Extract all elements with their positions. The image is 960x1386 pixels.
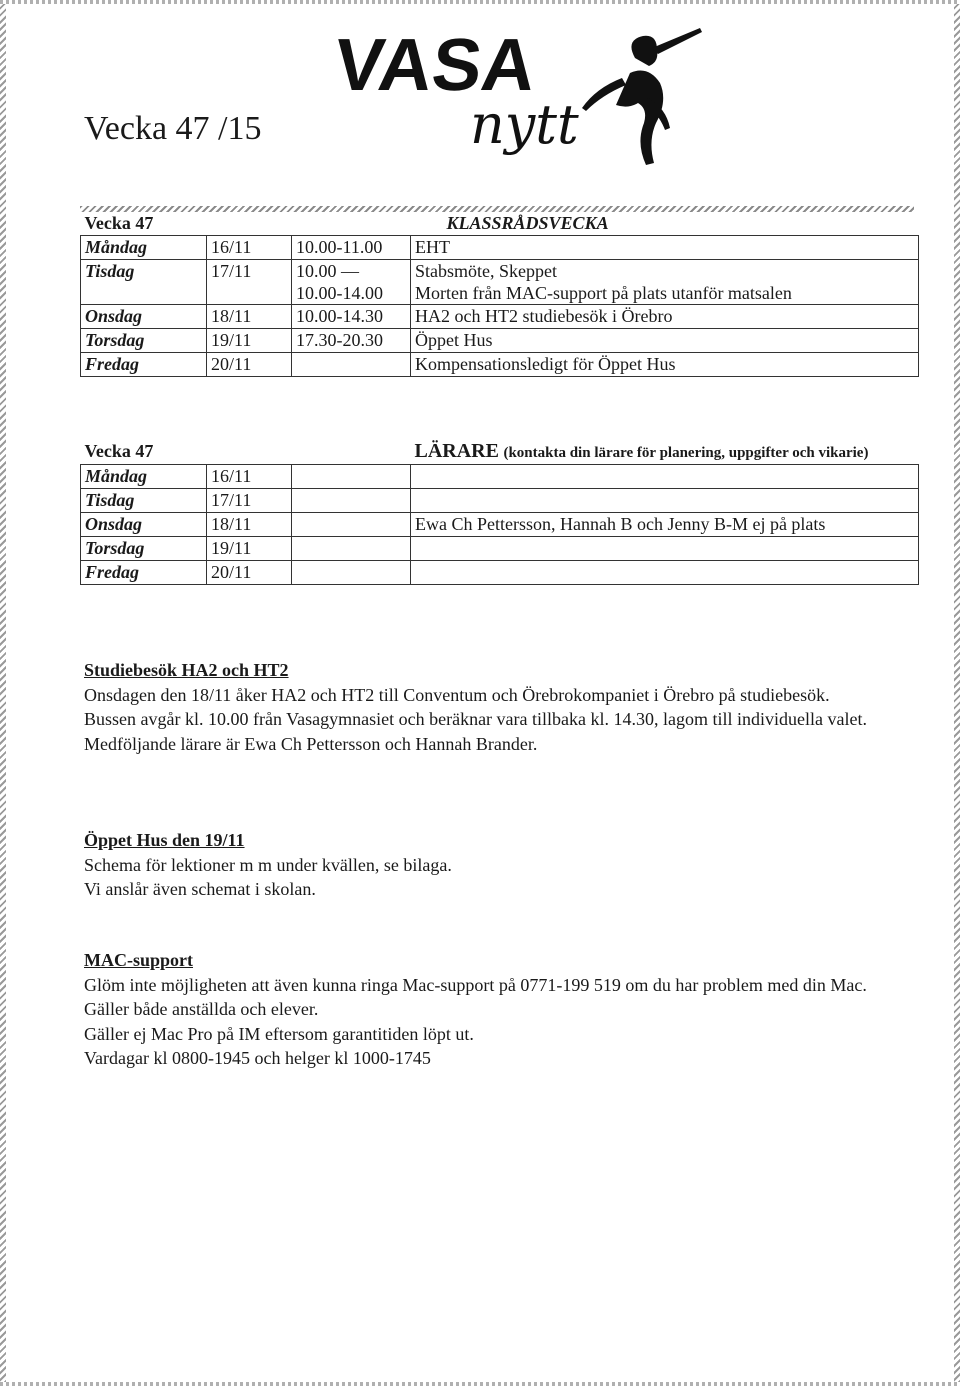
table-row — [81, 561, 919, 585]
mac-support-section — [84, 948, 884, 1071]
time-cell — [292, 260, 411, 305]
section-paragraph: Vardagar kl 0800-1945 och helger kl 1000-1745 — [84, 1048, 431, 1068]
section-paragraph: Gäller ej Mac Pro på IM eftersom garantitiden löpt ut. — [84, 1023, 474, 1044]
note-cell — [411, 465, 919, 489]
klassradsvecka-table — [80, 212, 919, 377]
studiebesok-section — [84, 658, 884, 756]
time-cell: 17.30-20.30 — [292, 329, 411, 353]
section-paragraph: Glöm inte möjligheten att även kunna ringa Mac-support på 0771-199 519 om du har problem med din Mac. Gäller både anställda och elever. — [84, 974, 867, 1019]
table-row — [81, 489, 919, 513]
event-line: Stabsmöte, Skeppet — [415, 261, 557, 281]
event-cell: Öppet Hus — [411, 329, 919, 353]
page-border-left — [0, 0, 6, 1386]
date-cell: 20/11 — [207, 561, 292, 585]
date-cell: 18/11 — [207, 305, 292, 329]
date-cell: 17/11 — [207, 489, 292, 513]
week-label: Vecka 47 — [84, 213, 154, 233]
date-cell: 20/11 — [207, 353, 292, 377]
schedule-heading: KLASSRÅDSVECKA — [446, 213, 609, 233]
day-cell: Måndag — [81, 236, 207, 260]
note-cell: Ewa Ch Pettersson, Hannah B och Jenny B-M ej på plats — [411, 513, 919, 537]
section-paragraph: Onsdagen den 18/11 åker HA2 och HT2 till Conventum och Örebrokompaniet i Örebro på studiebesök. — [84, 684, 830, 705]
page-border-top — [0, 0, 960, 4]
section-heading: Studiebesök HA2 och HT2 — [84, 660, 289, 680]
date-cell: 16/11 — [207, 465, 292, 489]
table-row — [81, 537, 919, 561]
section-heading: MAC-support — [84, 950, 194, 970]
logo-text-vasa: VASA — [330, 23, 540, 106]
page-border-right — [954, 0, 960, 1386]
time-cell: 10.00-14.30 — [292, 305, 411, 329]
section-heading: Öppet Hus den 19/11 — [84, 830, 245, 850]
note-cell — [411, 561, 919, 585]
table-row — [81, 353, 919, 377]
day-cell: Fredag — [81, 353, 207, 377]
date-cell: 17/11 — [207, 260, 292, 305]
date-cell: 19/11 — [207, 329, 292, 353]
date-cell: 19/11 — [207, 537, 292, 561]
table-row — [81, 305, 919, 329]
time-line: 10.00 — — [296, 261, 359, 281]
time-line: 10.00-14.00 — [296, 283, 383, 303]
dancer-figure — [582, 28, 702, 165]
oppet-hus-section — [84, 828, 884, 902]
page-title: Vecka 47 /15 — [84, 110, 262, 147]
event-cell — [411, 260, 919, 305]
week-label: Vecka 47 — [84, 441, 154, 461]
event-cell: Kompensationsledigt för Öppet Hus — [411, 353, 919, 377]
section-paragraph: Schema för lektioner m m under kvällen, se bilaga. — [84, 854, 452, 875]
section-paragraph: Bussen avgår kl. 10.00 från Vasagymnasiet och beräknar vara tillbaka kl. 14.30, lagom till individuella valet. Medföljande lärare är Ewa Ch Pettersson och Hannah Brander. — [84, 709, 867, 754]
event-cell: EHT — [411, 236, 919, 260]
day-cell: Torsdag — [81, 329, 207, 353]
schedule-heading: LÄRARE — [414, 440, 499, 462]
vasa-nytt-logo — [330, 18, 710, 168]
logo-text-nytt: nytt — [470, 93, 579, 156]
time-cell: 10.00-11.00 — [292, 236, 411, 260]
day-cell: Fredag — [81, 561, 207, 585]
section-paragraph: Vi anslår även schemat i skolan. — [84, 879, 316, 899]
schedule-heading-note: (kontakta din lärare för planering, uppgifter och vikarie) — [503, 445, 869, 461]
date-cell: 16/11 — [207, 236, 292, 260]
table-row — [81, 329, 919, 353]
day-cell: Onsdag — [81, 305, 207, 329]
day-cell: Torsdag — [81, 537, 207, 561]
time-cell — [292, 353, 411, 377]
day-cell: Onsdag — [81, 513, 207, 537]
day-cell: Tisdag — [81, 260, 207, 305]
table-row — [81, 513, 919, 537]
note-cell — [411, 489, 919, 513]
table-row — [81, 236, 919, 260]
table-row — [81, 260, 919, 305]
note-cell — [411, 537, 919, 561]
event-line: Morten från MAC-support på plats utanför matsalen — [415, 283, 792, 303]
day-cell: Måndag — [81, 465, 207, 489]
page-border-bottom — [0, 1382, 960, 1386]
larare-table — [80, 440, 919, 585]
date-cell: 18/11 — [207, 513, 292, 537]
day-cell: Tisdag — [81, 489, 207, 513]
table-row — [81, 465, 919, 489]
event-cell: HA2 och HT2 studiebesök i Örebro — [411, 305, 919, 329]
